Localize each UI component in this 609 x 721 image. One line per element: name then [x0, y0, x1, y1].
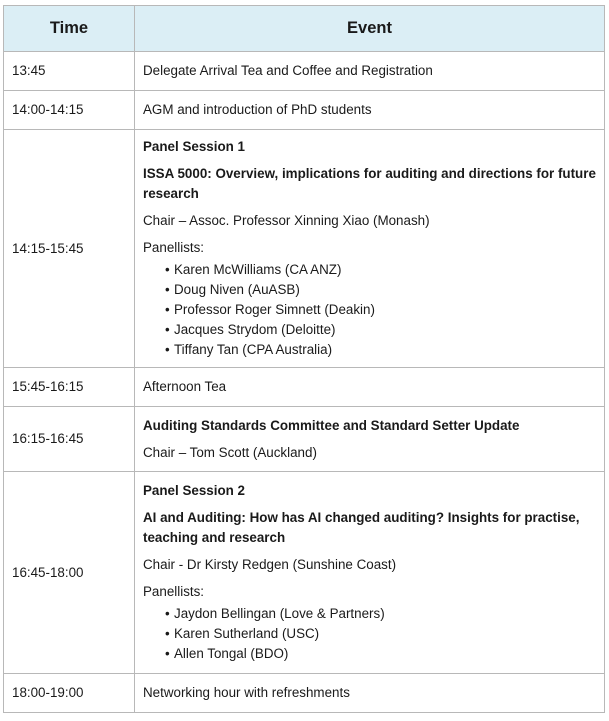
list-item: • Jacques Strydom (Deloitte)	[165, 320, 596, 340]
time-cell: 14:15-15:45	[4, 130, 135, 368]
panellists-label: Panellists:	[143, 584, 205, 600]
table-row	[4, 91, 605, 130]
session-chair: Chair - Dr Kirsty Redgen (Sunshine Coast)	[143, 557, 397, 573]
panellist-list	[143, 604, 596, 664]
header-row	[4, 6, 605, 52]
list-item: • Tiffany Tan (CPA Australia)	[165, 340, 596, 360]
table-row	[4, 407, 605, 472]
list-item: • Professor Roger Simnett (Deakin)	[165, 300, 596, 320]
time-cell: 16:45-18:00	[4, 472, 135, 674]
event-cell	[135, 130, 605, 368]
event-cell: Networking hour with refreshments	[135, 674, 605, 713]
panellists-label: Panellists:	[143, 240, 205, 256]
list-item: • Karen McWilliams (CA ANZ)	[165, 260, 596, 280]
list-item: • Allen Tongal (BDO)	[165, 644, 596, 664]
session-title: ISSA 5000: Overview, implications for auditing and directions for future research	[143, 166, 596, 201]
time-cell: 13:45	[4, 52, 135, 91]
table-row	[4, 130, 605, 368]
panellist-list	[143, 260, 596, 361]
time-cell: 15:45-16:15	[4, 368, 135, 407]
time-cell: 16:15-16:45	[4, 407, 135, 472]
event-cell	[135, 472, 605, 674]
program-table	[3, 5, 605, 713]
table-row	[4, 52, 605, 91]
list-item: • Karen Sutherland (USC)	[165, 624, 596, 644]
session-label: Panel Session 2	[143, 482, 245, 498]
list-item: • Jaydon Bellingan (Love & Partners)	[165, 604, 596, 624]
event-cell	[135, 407, 605, 472]
event-cell: AGM and introduction of PhD students	[135, 91, 605, 130]
session-chair: Chair – Assoc. Professor Xinning Xiao (Monash)	[143, 212, 430, 228]
session-title: Auditing Standards Committee and Standard Setter Update	[143, 417, 520, 433]
session-chair: Chair – Tom Scott (Auckland)	[143, 445, 317, 460]
event-cell: Afternoon Tea	[135, 368, 605, 407]
time-cell: 18:00-19:00	[4, 674, 135, 713]
time-cell: 14:00-14:15	[4, 91, 135, 130]
session-label: Panel Session 1	[143, 138, 245, 154]
time-column-header: Time	[4, 6, 135, 52]
table-row	[4, 368, 605, 407]
event-column-header: Event	[135, 6, 605, 52]
event-cell: Delegate Arrival Tea and Coffee and Registration	[135, 52, 605, 91]
table-row	[4, 674, 605, 713]
list-item: • Doug Niven (AuASB)	[165, 280, 596, 300]
session-title: AI and Auditing: How has AI changed auditing? Insights for practise, teaching and research	[143, 510, 580, 545]
table-row	[4, 472, 605, 674]
